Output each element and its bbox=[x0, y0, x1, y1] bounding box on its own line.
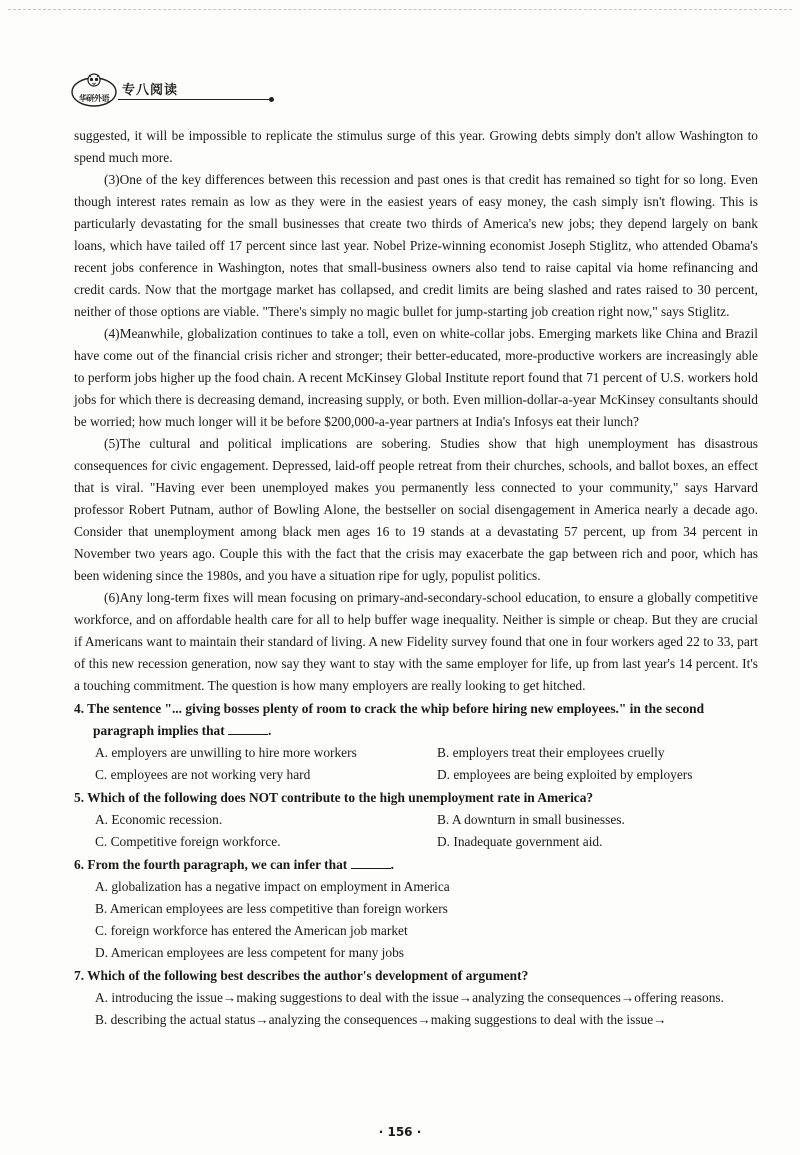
option-d[interactable]: D. employees are being exploited by employers bbox=[437, 767, 693, 782]
option-d[interactable]: D. Inadequate government aid. bbox=[437, 834, 603, 849]
question-stem: 4. The sentence "... giving bosses plenty of room to crack the whip before hiring new employees." in the second paragraph implies that . bbox=[74, 701, 705, 738]
answer-blank bbox=[228, 721, 268, 735]
question-7 bbox=[74, 965, 758, 1031]
options-grid bbox=[74, 742, 758, 786]
option-c[interactable]: C. employees are not working very hard bbox=[95, 767, 311, 782]
question-5 bbox=[74, 787, 758, 853]
logo-text: 华研外语 bbox=[79, 94, 109, 103]
question-stem: 6. From the fourth paragraph, we can infer that . bbox=[74, 857, 394, 872]
header-title: 专八阅读 bbox=[122, 83, 179, 98]
option-a[interactable]: A. Economic recession. bbox=[95, 812, 223, 827]
option-b[interactable]: B. describing the actual status→analyzing the consequences→making suggestions to deal with the issue→ bbox=[95, 1012, 667, 1027]
header-dot bbox=[269, 97, 274, 102]
answer-blank bbox=[351, 855, 391, 869]
option-b[interactable]: B. A downturn in small businesses. bbox=[437, 812, 625, 827]
page-number: · 156 · bbox=[378, 1125, 422, 1139]
brand-logo bbox=[70, 72, 118, 108]
page-header bbox=[70, 72, 310, 108]
options-grid bbox=[74, 809, 758, 853]
option-a[interactable]: A. employers are unwilling to hire more workers bbox=[95, 745, 357, 760]
page-content bbox=[74, 125, 758, 1031]
question-6 bbox=[74, 854, 758, 964]
option-b[interactable]: B. employers treat their employees cruelly bbox=[437, 745, 665, 760]
option-a[interactable]: A. globalization has a negative impact on employment in America bbox=[95, 879, 450, 894]
passage-lead: suggested, it will be impossible to replicate the stimulus surge of this year. Growing debts simply don't allow Washington to spend much more. bbox=[74, 128, 758, 165]
option-d[interactable]: D. American employees are less competent for many jobs bbox=[95, 945, 405, 960]
option-a[interactable]: A. introducing the issue→making suggestions to deal with the issue→analyzing the consequences→offering reasons. bbox=[95, 990, 724, 1005]
option-b[interactable]: B. American employees are less competitive than foreign workers bbox=[95, 901, 448, 916]
option-c[interactable]: C. Competitive foreign workforce. bbox=[95, 834, 281, 849]
question-4 bbox=[74, 698, 758, 786]
header-rule bbox=[118, 99, 271, 100]
passage-paragraph-5: (5)The cultural and political implications are sobering. Studies show that high unemployment has disastrous consequences for civic engagement. Depressed, laid-off people retreat from their churches, schools, and ballot boxes, an effect that is viral. "Having ever been unemployed makes you permanently less connected to your community," says Harvard professor Robert Putnam, author of Bowling Alone, the bestseller on social disengagement in America nearly a decade ago. Consider that unemployment among black men ages 16 to 19 stands at a devastating 57 percent, up from 34 percent in November two years ago. Couple this with the fact that the crisis may exacerbate the gap between rich and poor, which has been widening since the 1980s, and you have a situation ripe for ugly, populist politics. bbox=[74, 436, 758, 583]
passage-paragraph-4: (4)Meanwhile, globalization continues to take a toll, even on white-collar jobs. Emerging markets like China and Brazil have come out of the financial crisis richer and stronger; their better-educated, more-productive workers are increasingly able to perform jobs higher up the food chain. A recent McKinsey Global Institute report found that 71 percent of U.S. workers hold jobs for which there is decreasing demand, increasing supply, or both. Even million-dollar-a-year McKinsey consultants should be worried; how much longer will it be before $200,000-a-year partners at India's Infosys eat their lunch? bbox=[74, 326, 758, 429]
passage-paragraph-3: (3)One of the key differences between this recession and past ones is that credit has remained so tight for so long. Even though interest rates remain as low as they were in the easiest years of easy money, the cash simply isn't flowing. This is particularly devastating for the small businesses that create two thirds of America's new jobs; they depend largely on bank loans, which have tailed off 17 percent since last year. Nobel Prize-winning economist Joseph Stiglitz, who attended Obama's recent jobs conference in Washington, notes that small-business owners also tend to raise capital via home refinancing and credit cards. Now that the mortgage market has collapsed, and credit limits are being slashed and rates raised to 30 percent, neither of those options are viable. "There's simply no magic bullet for jump-starting job creation right now," says Stiglitz. bbox=[74, 172, 758, 319]
option-c[interactable]: C. foreign workforce has entered the American job market bbox=[95, 923, 408, 938]
question-stem: 7. Which of the following best describes the author's development of argument? bbox=[74, 968, 529, 983]
scan-edge-line bbox=[8, 9, 792, 10]
passage-paragraph-6: (6)Any long-term fixes will mean focusing on primary-and-secondary-school education, to ensure a globally competitive workforce, and on affordable health care for all to help buffer wage inequality. Neither is simple or cheap. But they are crucial if Americans want to maintain their standard of living. A new Fidelity survey found that one in four workers aged 22 to 33, part of this new recession generation, now say they want to stay with the same employer for life, up from last year's 14 percent. It's a touching commitment. The question is how many employers are really looking to get hitched. bbox=[74, 590, 758, 693]
question-stem: 5. Which of the following does NOT contribute to the high unemployment rate in America? bbox=[74, 790, 594, 805]
